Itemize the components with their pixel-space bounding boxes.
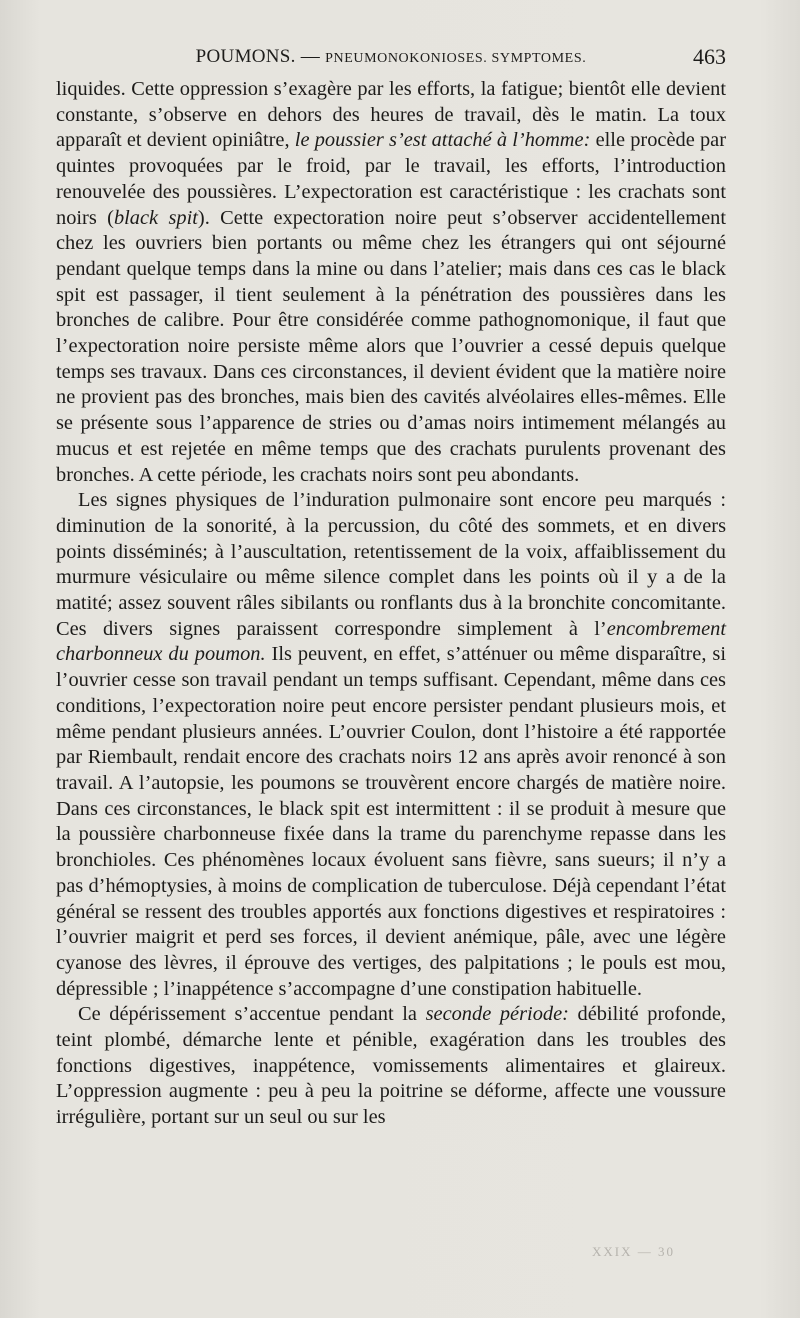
text-run: Ils peuvent, en effet, s’atténuer ou même disparaître, si l’ouvrier cesse son travail pendant un temps suffisant. Cependant, même dans ces conditions, l’expectoration noire peut encore persister pendant plusieurs mois, et même pendant plusieurs années. L’ouvrier Coulon, dont l’histoire a été rapportée par Riembault, rendait encore des crachats noirs 12 ans après avoir renoncé à son travail. A l’autopsie, les poumons se trouvèrent encore chargés de matière noire. Dans ces circonstances, le black spit est intermittent : il se produit à mesure que la poussière charbonneuse fixée dans la trame du parenchyme repasse dans les bronchioles. Ces phénomènes locaux évoluent sans fièvre, sans sueurs; il n’y a pas d’hémoptysies, à moins de complication de tuberculose. Déjà cependant l’état général se ressent des troubles apportés aux fonctions digestives et respiratoires : l’ouvrier maigrit et perd ses forces, il devient anémique, pâle, avec une légère cyanose des lèvres, il éprouve des vertiges, des palpitations ; le pouls est mou, dépressible ; l’inappétence s’accompagne d’une constipation habituelle. <box>56 643 726 1000</box>
paragraph-1 <box>56 77 726 488</box>
italic-phrase: encombrement charbonneux du poumon. <box>56 617 726 666</box>
running-header <box>56 44 726 74</box>
italic-phrase: le poussier s’est attaché à l’homme: <box>294 129 591 152</box>
text-run: Les signes physiques de l’induration pulmonaire sont encore peu marqués : diminution de la sonorité, à la percussion, du côté des sommets, et en divers points disséminés; à l’auscultation, retentissement de la voix, affaiblissement du murmure vésiculaire ou même silence complet dans les points où il y a de la matité; assez souvent râles sibilants ou ronflants dus à la bronchite concomitante. Ces divers signes paraissent correspondre simplement à l’ <box>56 489 726 640</box>
header-dash: — <box>295 46 326 67</box>
text-run: elle procède par quintes provoquées par le froid, par le travail, les efforts, l’introduction renouvelée des poussières. L’expectoration est caractéristique : les crachats sont noirs ( <box>56 129 726 229</box>
italic-phrase: seconde période: <box>425 1003 569 1026</box>
page-number: 463 <box>693 44 726 69</box>
header-title <box>56 46 726 68</box>
italic-phrase: black spit <box>113 206 198 229</box>
text-run: Ce dépérissement s’accentue pendant la <box>78 1003 426 1026</box>
signature-mark: XXIX — 30 <box>592 1244 675 1259</box>
body-text <box>56 77 726 1131</box>
text-run: ). Cette expectoration noire peut s’observer accidentellement chez les ouvriers bien portants ou même chez les étrangers qui ont séjourné pendant quelque temps dans la mine ou dans l’atelier; mais dans ces cas le black spit est passager, il tient seulement à la pénétration des poussières dans les bronches de calibre. Pour être considérée comme pathognomonique, il faut que l’expectoration noire persiste même alors que l’ouvrier a cessé depuis quelque temps ses travaux. Dans ces circonstances, il devient évident que la matière noire ne provient pas des bronches, mais bien des cavités alvéolaires elles-mêmes. Elle se présente sous l’apparence de stries ou d’amas noirs intimement mélangés au mucus et est rejetée en même temps que des crachats purulents provenant des bronches. A cette période, les crachats noirs sont peu abondants. <box>56 206 727 486</box>
header-title-sub: PNEUMONOKONIOSES. SYMPTOMES. <box>325 51 587 66</box>
header-title-main: POUMONS. <box>195 46 296 67</box>
text-run: débilité profonde, teint plombé, démarche lente et pénible, exagération dans les troubles des fonctions digestives, inappétence, vomissements alimentaires et glaireux. L’oppression augmente : peu à peu la poitrine se déforme, affecte une voussure irrégulière, portant sur un seul ou sur les <box>56 1003 726 1129</box>
paragraph-3 <box>56 1002 726 1131</box>
text-run: liquides. Cette oppression s’exagère par les efforts, la fatigue; bientôt elle devient constante, s’observe en dehors des heures de travail, dès le matin. La toux apparaît et devient opiniâtre, <box>56 78 726 152</box>
paragraph-2 <box>56 488 726 1002</box>
